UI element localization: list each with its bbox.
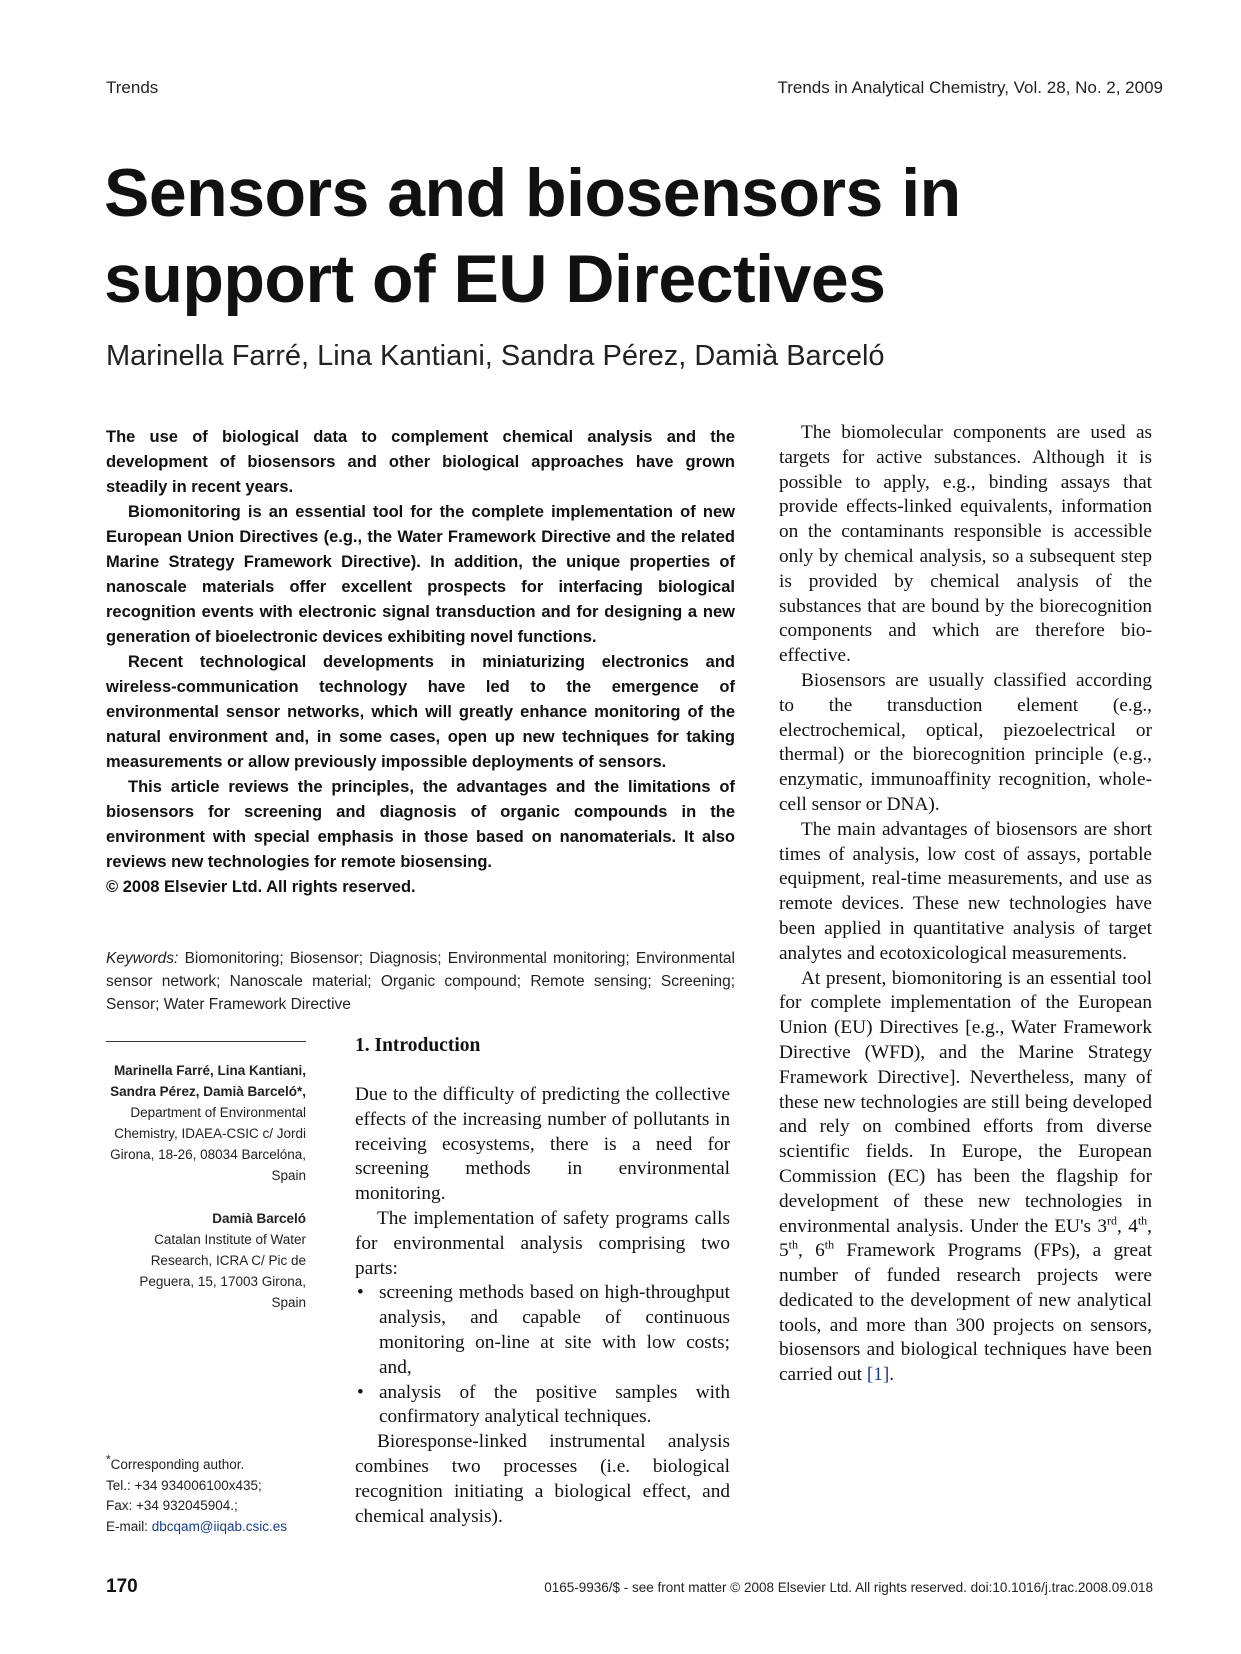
email-label: E-mail: [106,1518,149,1534]
body-paragraph: At present, biomonitoring is an essential tool for complete implementation of the European Union (EU) Directives [e.g., Water Framework Directive (WFD), and the Marine Strategy Framework Directive]. Nevertheless, many of these new technologies are still being developed and rely on combined efforts from diverse scientific fields. In Europe, the European Commission (EC) has been the flagship for development of these new technologies in environmental analysis. Under the EU's 3rd, 4th, 5th, 6th Framework Programs (FPs), a great number of funded research projects were dedicated to the development of new analytical tools, and more than 300 projects on sensors, biosensors and biological techniques have been carried out [1]. [779,967,1153,1386]
body-paragraph: Bioresponse-linked instrumental analysis combines two processes (i.e. biological recognition initiating a biological effect, and chemical analysis). [355,1431,730,1527]
running-header-left: Trends [106,78,159,97]
abstract-paragraph: Biomonitoring is an essential tool for the complete implementation of new European Union Directives (e.g., the Water Framework Directive and the related Marine Strategy Framework Directive). In addition, the unique properties of nanoscale materials offer excellent prospects for interfacing biological recognition events with electronic signal transduction and for designing a new generation of bioelectronic devices exhibiting novel functions. [106,503,735,646]
author-list: Marinella Farré, Lina Kantiani, Sandra Pérez, Damià Barceló [106,340,885,372]
keywords-label: Keywords: [106,950,179,967]
bullet-list [355,1281,730,1430]
keywords [106,947,735,1016]
right-column-body [779,421,1152,1388]
bullet-icon: • [357,1282,364,1304]
corresponding-author-note [106,1452,346,1537]
email-link[interactable]: dbcqam@iiqab.csic.es [151,1518,288,1534]
affiliations [106,1060,306,1313]
list-item: • analysis of the positive samples with confirmatory analytical techniques. [357,1381,730,1428]
body-paragraph: The biomolecular components are used as targets for active substances. Although it is possible to apply, e.g., binding assays that provide effects-linked equivalents, information on the contaminants responsible is accessible only by chemical analysis, so a subsequent step is provided by chemical analysis of the substances that are bound by the biorecognition components and which are therefore bio-effective. [779,422,1152,667]
abstract-paragraph: This article reviews the principles, the advantages and the limitations of biosensors for screening and diagnosis of organic compounds in the environment with special emphasis in those based on nanomaterials. It also reviews new technologies for remote biosensing. [106,778,735,871]
affiliation-address: Catalan Institute of Water Research, ICRA C/ Pic de Peguera, 15, 17003 Girona, Spain [139,1232,306,1310]
body-paragraph: Biosensors are usually classified according to the transduction element (e.g., electrochemical, optical, piezoelectrical or thermal) or the biorecognition principle (e.g., enzymatic, immunoaffinity recognition, whole-cell sensor or DNA). [779,669,1152,815]
article-title: Sensors and biosensors in support of EU Directives [104,155,961,317]
running-header-journal: Trends in Analytical Chemistry, Vol. 28, No. 2, 2009 [777,78,1163,97]
footer-copyright-doi: 0165-9936/$ - see front matter © 2008 Elsevier Ltd. All rights reserved. doi:10.1016/j.trac.2008.09.018 [544,1580,1153,1595]
abstract-copyright: © 2008 Elsevier Ltd. All rights reserved. [106,878,416,896]
body-paragraph: The implementation of safety programs calls for environmental analysis comprising two parts: [355,1207,730,1279]
introduction-body [355,1083,730,1529]
affiliation-divider [106,1041,306,1042]
bullet-icon: • [357,1381,364,1403]
corresponding-label: Corresponding author. [110,1457,245,1472]
list-item: • screening methods based on high-throughput analysis, and capable of continuous monitoring on-line at site with low costs; and, [357,1282,730,1378]
body-paragraph: Due to the difficulty of predicting the collective effects of the increasing number of pollutants in receiving ecosystems, there is a need for screening methods in environmental monitoring. [355,1084,730,1205]
section-heading-introduction: 1. Introduction [355,1035,481,1056]
abstract-paragraph: Recent technological developments in miniaturizing electronics and wireless-communication technology have led to the emergence of environmental sensor networks, which will greatly enhance monitoring of the natural environment and, in some cases, open up new techniques for taking measurements or allow previously impossible deployments of sensors. [106,653,735,771]
affiliation-names: Marinella Farré, Lina Kantiani, Sandra Pérez, Damià Barceló*, [110,1063,306,1099]
body-paragraph: The main advantages of biosensors are short times of analysis, low cost of assays, portable equipment, real-time measurements, and use as remote devices. These new technologies have been applied in quantitative analysis of target analytes and ecotoxicological measurements. [779,818,1152,964]
keywords-text: Biomonitoring; Biosensor; Diagnosis; Environmental monitoring; Environmental sensor network; Nanoscale material; Organic compound; Remote sensing; Screening; Sensor; Water Framework Directive [106,950,735,1013]
affiliation-name: Damià Barceló [212,1211,306,1226]
abstract [106,425,735,900]
page-number: 170 [106,1576,138,1597]
abstract-paragraph: The use of biological data to complement chemical analysis and the development of biosensors and other biological approaches have grown steadily in recent years. [106,428,735,496]
footnote-marker: * [106,1452,111,1467]
affiliation-address: Department of Environmental Chemistry, IDAEA-CSIC c/ Jordi Girona, 18-26, 08034 Barcelóna, Spain [110,1105,306,1183]
citation-link[interactable]: [1] [866,1364,890,1386]
corresponding-fax: Fax: +34 932045904.; [106,1498,238,1513]
corresponding-tel: Tel.: +34 934006100x435; [106,1477,262,1493]
